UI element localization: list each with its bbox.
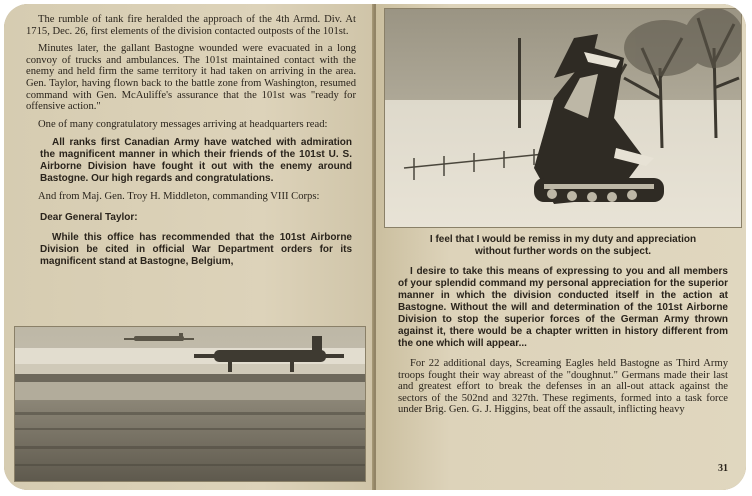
left-page — [4, 4, 374, 490]
letter-opening: While this office has recommended that the 101st Airborne Division be cited in official War Department orders for its magnificent stand at Bastogne, Belgium, — [40, 231, 352, 267]
paragraph-tank-fire: The rumble of tank fire heralded the approach of the 4th Armd. Div. At 1715, Dec. 26, first elements of the division contacted outposts of the 101st. — [26, 14, 356, 37]
paragraph-wounded-evacuated: Minutes later, the gallant Bastogne wounded were evacuated in a long convoy of trucks and ambulances. The 101st maintained contact with the enemy and held firm the same territory it had taken on arriving in the area. Gen. Taylor, having flown back to the battle zone from Washington, resumed command with Gen. McAuliffe's assurance that the 101st was "ready for offensive action." — [26, 43, 356, 113]
right-text-block — [398, 234, 728, 416]
page-number: 31 — [718, 463, 728, 474]
quote-canadian-army: All ranks first Canadian Army have watched with admiration the magnificent manner in which their friends of the 101st U. S. Airborne Division have fought it out with the enemy around Bastogne. Our high regards and congratulations. — [40, 137, 352, 185]
letter-salutation: Dear General Taylor: — [40, 211, 138, 223]
letter-paragraph: I desire to take this means of expressing to you and all members of your splendid command my personal appreciation for the superior manner in which the division conducted itself in the action at Bastogne. Without the will and determination of the 101st Airborne Division to stop the superior forces of the German Army thrown against it, there would be a chapter written in history different from the one which will appear... — [398, 266, 728, 349]
letter-continued: I feel that I would be remiss in my duty and appreciation without further words on the subject. — [429, 234, 697, 257]
right-page — [376, 4, 746, 490]
airfield-photo — [14, 326, 366, 482]
tank-photo — [384, 8, 742, 228]
booklet-spread — [4, 4, 746, 490]
paragraph-middleton-intro: And from Maj. Gen. Troy H. Middleton, commanding VIII Corps: — [38, 191, 320, 203]
paragraph-congratulatory: One of many congratulatory messages arriving at headquarters read: — [38, 118, 328, 130]
paragraph-screaming-eagles: For 22 additional days, Screaming Eagles held Bastogne as Third Army troops fought their way abreast of the "doughnut." Germans made their last and greatest effort to break the defenses in an all-out attack against the sectors of the 502nd and 327th. These regiments, formed into a task force under Brig. Gen. G. J. Higgins, beat off the assault, inflicting heavy — [398, 358, 728, 416]
snowy-airfield-image — [14, 326, 366, 482]
left-text-block — [26, 14, 356, 268]
wrecked-tank-image — [384, 8, 742, 228]
